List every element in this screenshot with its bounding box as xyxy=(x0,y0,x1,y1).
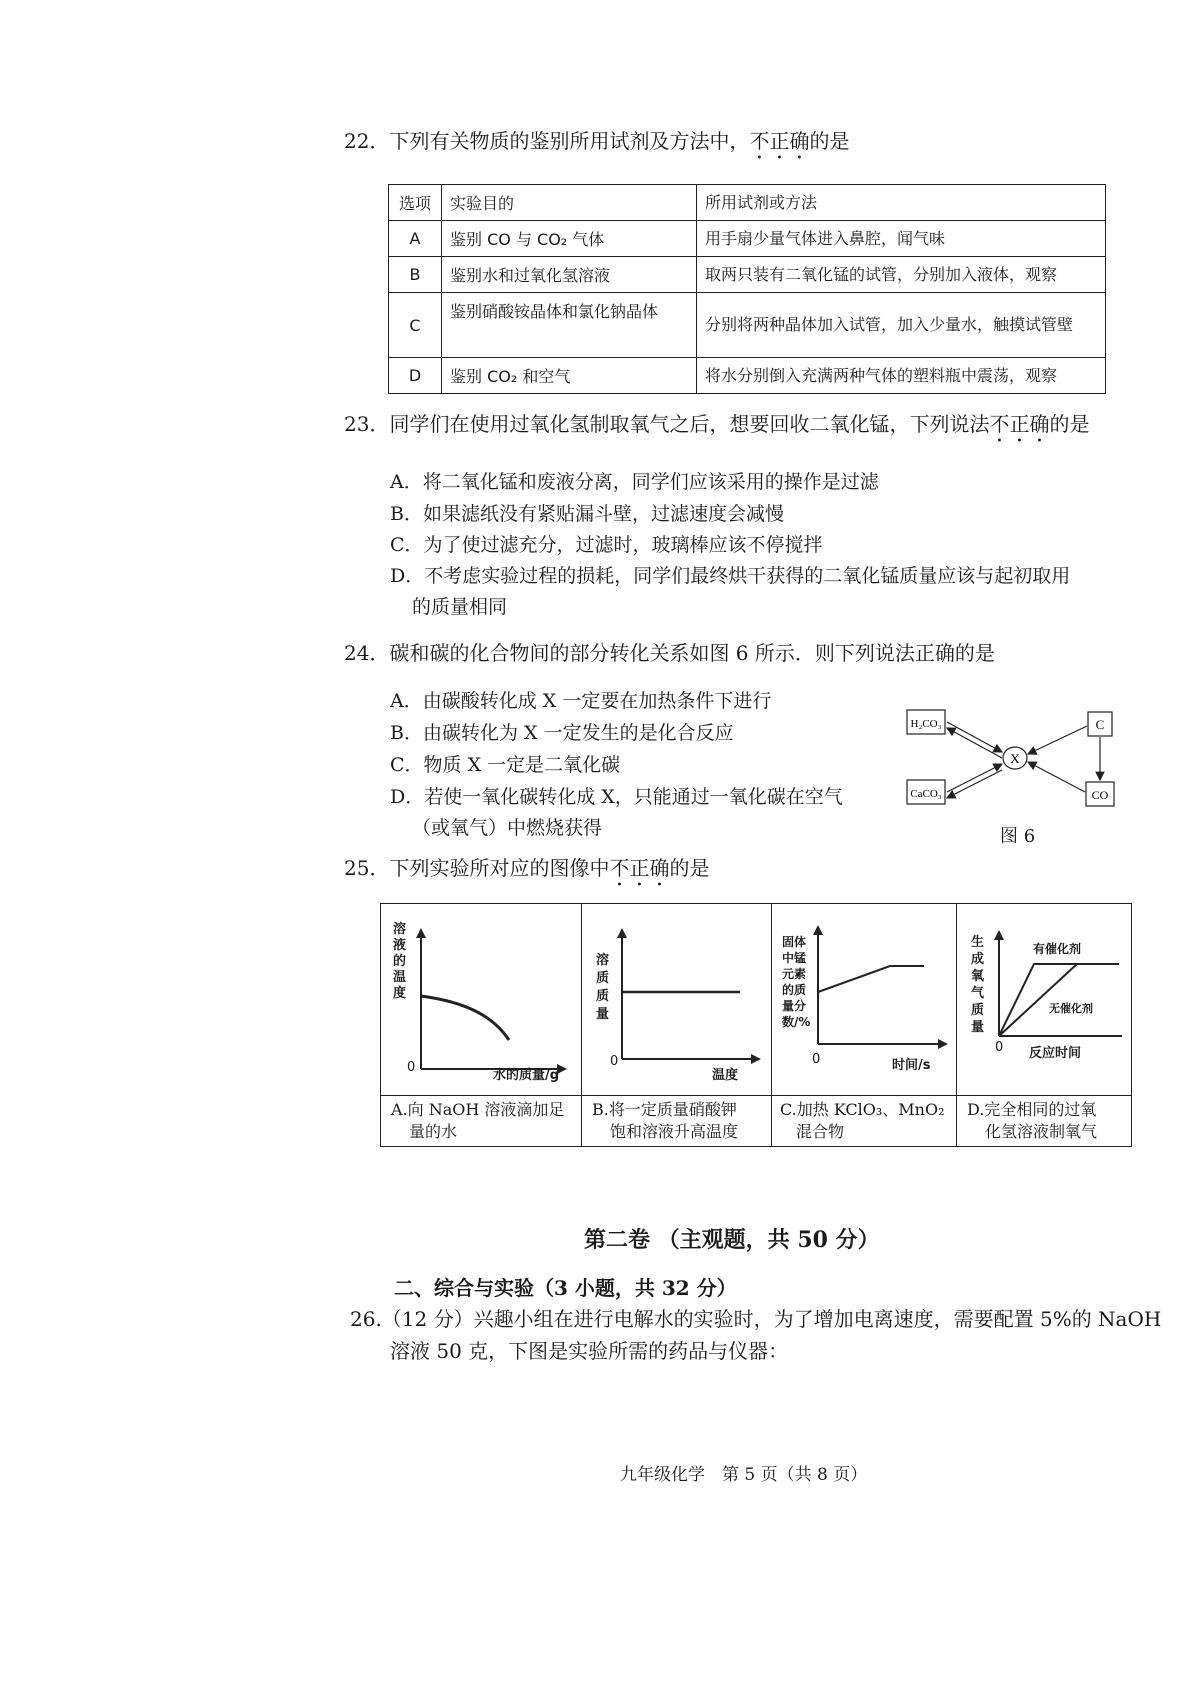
graph-d-xlabel: 反应时间 xyxy=(1029,1046,1082,1061)
part2-title: 第二卷 （主观题，共 50 分） xyxy=(584,1227,880,1253)
graph-d xyxy=(956,904,1132,1146)
graph-c-xlabel: 时间/s xyxy=(892,1058,931,1073)
graph-b-xlabel: 温度 xyxy=(712,1068,739,1083)
q23-option-d: D．不考虑实验过程的损耗，同学们最终烘干获得的二氧化锰质量应该与起初取用 xyxy=(390,565,1071,587)
h2co3-label: H₂CO₃ xyxy=(910,718,942,730)
graph-d-origin: 0 xyxy=(995,1040,1004,1055)
graph-a xyxy=(381,904,581,1146)
table-row: D 鉴别 CO₂ 和空气 将水分别倒入充满两种气体的塑料瓶中震荡，观察 xyxy=(389,358,1106,394)
q24-option-c: C．物质 X 一定是二氧化碳 xyxy=(390,754,621,776)
table-row: B 鉴别水和过氧化氢溶液 取两只装有二氧化锰的试管，分别加入液体，观察 xyxy=(389,257,1106,293)
graph-c xyxy=(771,904,957,1146)
graph-a-ylabel: 溶 液 的 温 度 xyxy=(393,922,407,1001)
graph-d-line2-label: 无催化剂 xyxy=(1049,1002,1093,1015)
graph-c-caption: C.加热 KClO₃、MnO₂ 混合物 xyxy=(772,1095,957,1143)
part2-section-heading: 二、综合与实验（3 小题，共 32 分） xyxy=(394,1276,737,1300)
graph-b-ylabel: 溶 质 质 量 xyxy=(596,953,610,1022)
figure-6-label: 图 6 xyxy=(1000,826,1036,847)
q22-stem: 22．下列有关物质的鉴别所用试剂及方法中，不正确的是 xyxy=(344,129,850,153)
graph-b-caption: B.将一定质量硝酸钾 饱和溶液升高温度 xyxy=(582,1095,772,1143)
page-footer: 九年级化学 第 5 页（共 8 页） xyxy=(620,1465,868,1485)
q23-emphasis: 不正确 xyxy=(989,412,1050,436)
q24-option-d-cont: （或氧气）中燃烧获得 xyxy=(412,817,603,839)
graph-d-ylabel: 生 成 氧 气 质 量 xyxy=(971,935,985,1035)
graph-d-caption: D.完全相同的过氧 化氢溶液制氧气 xyxy=(957,1095,1132,1143)
q26-line2: 溶液 50 克，下图是实验所需的药品与仪器： xyxy=(390,1339,789,1363)
co-label: CO xyxy=(1091,788,1109,802)
graph-d-line1-label: 有催化剂 xyxy=(1033,942,1082,956)
caco3-label: CaCO₃ xyxy=(910,788,942,800)
q24-option-b: B．由碳转化为 X 一定发生的是化合反应 xyxy=(390,722,734,744)
graph-a-xlabel: 水的质量/g xyxy=(493,1068,560,1083)
table-header-row: 选项 实验目的 所用试剂或方法 xyxy=(389,185,1106,221)
q25-stem: 25．下列实验所对应的图像中不正确的是 xyxy=(344,856,710,880)
q24-option-a: A．由碳酸转化成 X 一定要在加热条件下进行 xyxy=(390,690,772,712)
q23-option-a: A．将二氧化锰和废液分离，同学们应该采用的操作是过滤 xyxy=(390,471,879,493)
q23-option-d-cont: 的质量相同 xyxy=(412,596,508,618)
graph-b xyxy=(581,904,772,1146)
q22-emphasis: 不正确 xyxy=(749,129,810,153)
graph-c-ylabel: 固体 中锰 元素 的质 量分 数/% xyxy=(782,935,811,1029)
q22-table xyxy=(388,184,1106,394)
q25-graph-panel xyxy=(380,903,1132,1147)
q23-stem: 23．同学们在使用过氧化氢制取氧气之后，想要回收二氧化锰，下列说法不正确的是 xyxy=(344,412,1090,436)
q26-line1: 26.（12 分）兴趣小组在进行电解水的实验时，为了增加电离速度，需要配置 5%的 NaOH xyxy=(350,1307,1162,1331)
graph-a-caption: A.向 NaOH 溶液滴加足 量的水 xyxy=(381,1095,581,1143)
graph-c-line xyxy=(818,966,924,992)
graph-a-origin: 0 xyxy=(407,1060,416,1075)
q24-stem: 24．碳和碳的化合物间的部分转化关系如图 6 所示．则下列说法正确的是 xyxy=(344,641,995,665)
q23-option-c: C．为了使过滤充分，过滤时，玻璃棒应该不停搅拌 xyxy=(390,534,823,556)
graph-b-origin: 0 xyxy=(610,1054,619,1069)
q24-option-d: D．若使一氧化碳转化成 X，只能通过一氧化碳在空气 xyxy=(390,786,843,808)
graph-c-origin: 0 xyxy=(812,1052,821,1067)
c-label: C xyxy=(1095,717,1105,732)
table-row: A 鉴别 CO 与 CO₂ 气体 用手扇少量气体进入鼻腔，闻气味 xyxy=(389,221,1106,257)
graph-a-curve xyxy=(421,996,509,1040)
table-row: C 鉴别硝酸铵晶体和氯化钠晶体 分别将两种晶体加入试管，加入少量水，触摸试管壁 xyxy=(389,293,1106,358)
x-label: X xyxy=(1010,751,1020,766)
q23-option-b: B．如果滤纸没有紧贴漏斗壁，过滤速度会减慢 xyxy=(390,503,784,525)
q25-emphasis: 不正确 xyxy=(609,856,670,880)
